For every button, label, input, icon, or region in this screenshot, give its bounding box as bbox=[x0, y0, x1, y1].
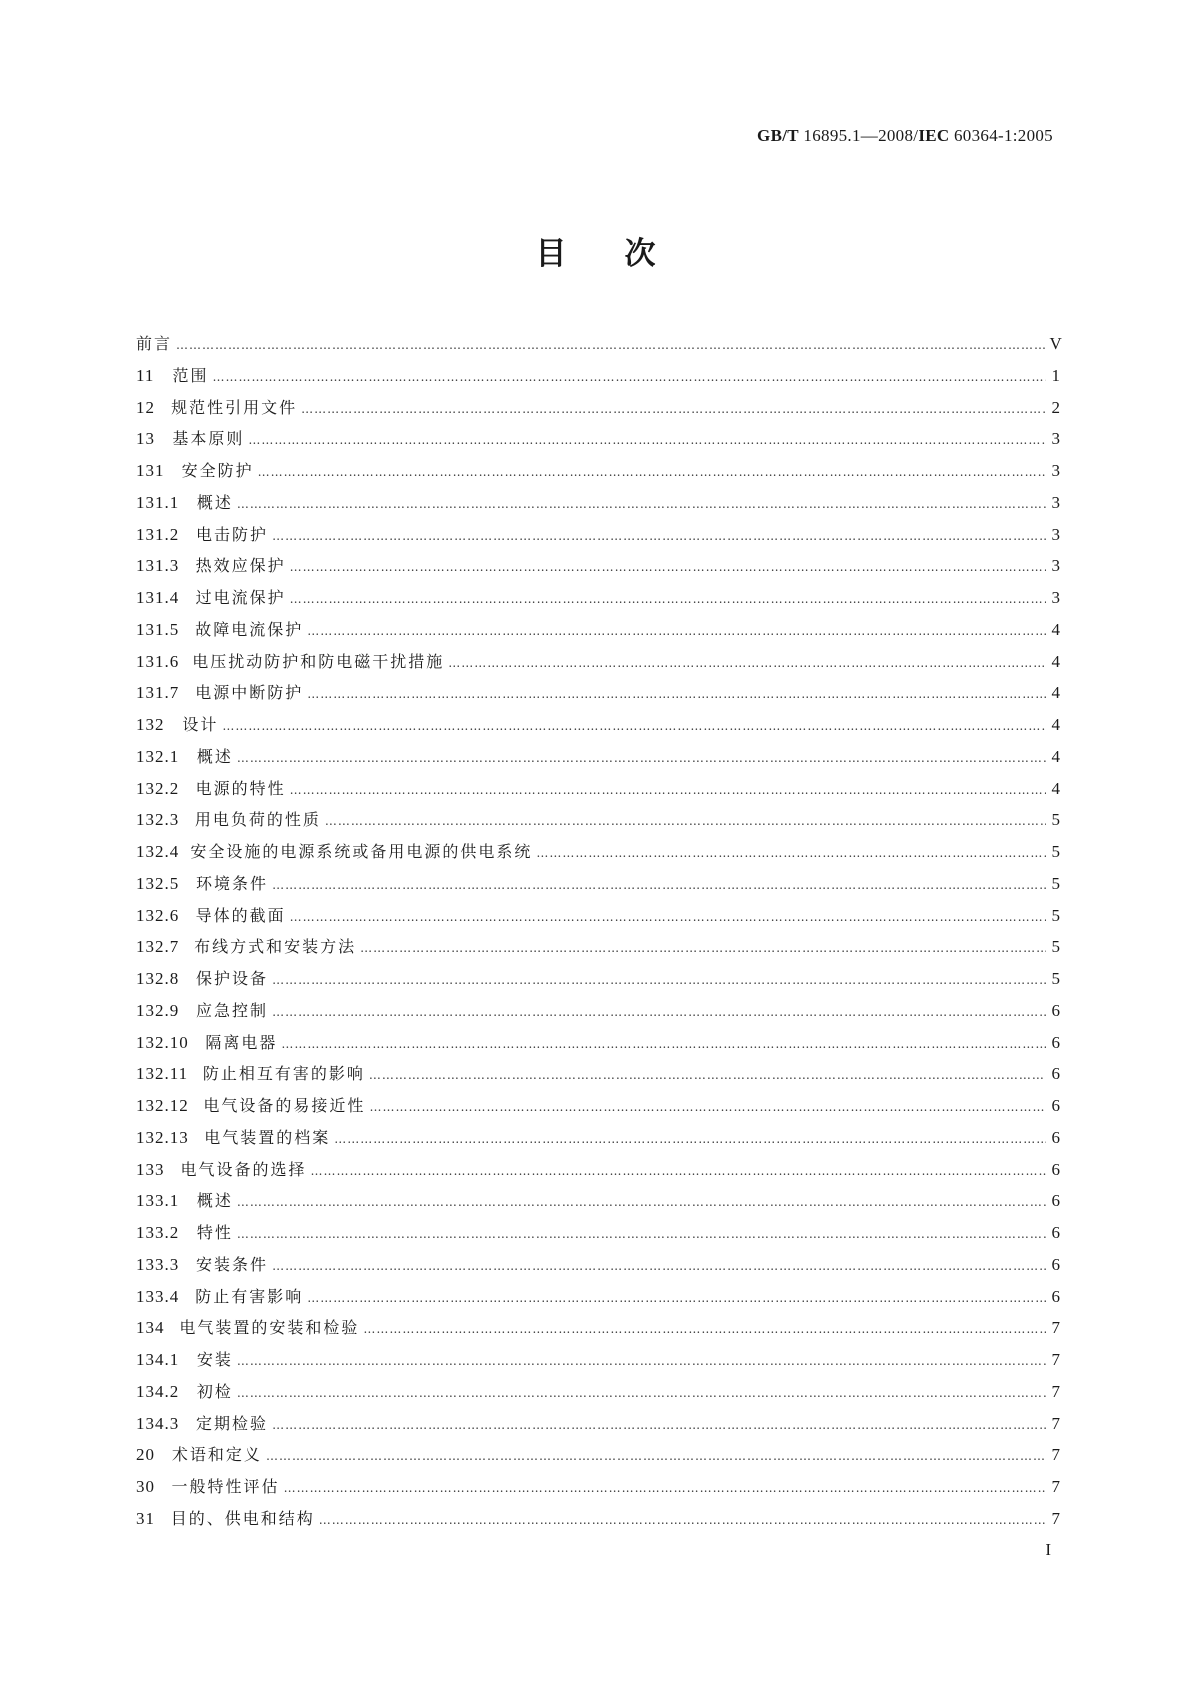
toc-entry-number: 134.3 bbox=[136, 1413, 180, 1433]
table-of-contents bbox=[136, 328, 1060, 1535]
toc-dot-leader bbox=[310, 1155, 1046, 1188]
standard-number: 16895.1—2008/ bbox=[798, 126, 919, 145]
toc-entry-title: 概述 bbox=[196, 1191, 233, 1211]
toc-entry[interactable] bbox=[136, 741, 1060, 773]
page-folio: I bbox=[1045, 1540, 1051, 1559]
toc-dot-leader bbox=[284, 1472, 1046, 1505]
toc-entry-number: 132.13 bbox=[136, 1127, 189, 1147]
toc-entry[interactable] bbox=[136, 995, 1060, 1027]
toc-entry[interactable] bbox=[136, 1058, 1060, 1090]
toc-entry[interactable] bbox=[136, 868, 1060, 900]
toc-entry-number: 131.6 bbox=[136, 651, 180, 671]
toc-entry[interactable] bbox=[136, 836, 1060, 868]
toc-dot-leader bbox=[248, 424, 1046, 457]
toc-entry-page: 7 bbox=[1051, 1508, 1060, 1528]
toc-entry-number: 134.1 bbox=[136, 1350, 180, 1369]
toc-entry-number: 132.12 bbox=[136, 1096, 189, 1115]
toc-entry-title: 范围 bbox=[172, 365, 209, 385]
toc-entry-title: 电气设备的选择 bbox=[180, 1159, 307, 1179]
toc-entry[interactable] bbox=[136, 1154, 1060, 1186]
toc-entry-page: 6 bbox=[1051, 1286, 1060, 1306]
toc-entry-title: 导体的截面 bbox=[195, 905, 286, 925]
toc-entry-page: 3 bbox=[1051, 461, 1060, 480]
toc-entry-number: 132.2 bbox=[136, 778, 180, 798]
toc-entry-title: 隔离电器 bbox=[205, 1032, 278, 1052]
toc-dot-leader bbox=[307, 678, 1046, 711]
toc-entry-number: 132.5 bbox=[136, 873, 180, 893]
toc-dot-leader bbox=[290, 774, 1046, 807]
toc-entry-title: 一般特性评估 bbox=[171, 1477, 280, 1496]
toc-dot-leader bbox=[237, 742, 1046, 775]
toc-entry-title: 电气设备的易接近性 bbox=[203, 1096, 366, 1115]
toc-entry[interactable] bbox=[136, 709, 1060, 741]
toc-entry-title: 用电负荷的性质 bbox=[194, 810, 321, 830]
toc-entry-number: 132.4 bbox=[136, 842, 180, 861]
toc-entry-title: 安装条件 bbox=[196, 1254, 269, 1274]
toc-entry-title: 初检 bbox=[196, 1381, 233, 1401]
toc-entry-title: 电击防护 bbox=[196, 524, 269, 544]
page-title: 目次 bbox=[535, 236, 714, 272]
toc-dot-leader bbox=[363, 1313, 1046, 1346]
toc-entry[interactable] bbox=[136, 1471, 1060, 1503]
toc-entry-number: 20 bbox=[136, 1445, 155, 1465]
toc-entry-title: 安装 bbox=[196, 1350, 233, 1369]
toc-entry-title: 安全防护 bbox=[181, 461, 254, 480]
toc-dot-leader bbox=[237, 1377, 1046, 1410]
toc-entry-page: 7 bbox=[1051, 1350, 1060, 1369]
toc-entry-title: 防止有害影响 bbox=[195, 1286, 304, 1306]
toc-entry-page: 4 bbox=[1051, 619, 1060, 639]
toc-dot-leader bbox=[307, 1282, 1046, 1315]
toc-entry-page: 3 bbox=[1051, 588, 1060, 607]
toc-entry-number: 133.4 bbox=[136, 1286, 180, 1306]
toc-entry-number: 133.2 bbox=[136, 1223, 180, 1242]
toc-entry-number: 132 bbox=[136, 715, 165, 734]
iec-number: 60364-1:2005 bbox=[949, 126, 1053, 145]
toc-entry-title: 应急控制 bbox=[196, 1000, 269, 1020]
toc-entry-title: 目的、供电和结构 bbox=[170, 1508, 315, 1528]
toc-entry-number: 132.8 bbox=[136, 969, 180, 988]
toc-entry-number: 131.2 bbox=[136, 524, 180, 544]
toc-entry-page: 4 bbox=[1051, 683, 1060, 703]
toc-entry-title: 设计 bbox=[182, 715, 219, 734]
toc-entry-page: 4 bbox=[1051, 778, 1060, 798]
toc-entry-title: 安全设施的电源系统或备用电源的供电系统 bbox=[190, 842, 533, 861]
toc-entry[interactable] bbox=[136, 614, 1060, 646]
toc-entry-title: 规范性引用文件 bbox=[171, 397, 298, 417]
toc-dot-leader bbox=[272, 996, 1046, 1029]
toc-entry-number: 131.7 bbox=[136, 683, 180, 703]
toc-entry[interactable] bbox=[136, 1408, 1060, 1440]
toc-dot-leader bbox=[290, 551, 1046, 584]
toc-entry-number: 12 bbox=[136, 397, 155, 417]
toc-entry-page: 3 bbox=[1051, 492, 1060, 512]
toc-entry-number: 132.1 bbox=[136, 746, 180, 766]
toc-entry-number: 131.5 bbox=[136, 619, 180, 639]
toc-entry-page: 7 bbox=[1051, 1477, 1060, 1496]
toc-entry-page: 5 bbox=[1051, 873, 1060, 893]
toc-entry-title: 保护设备 bbox=[196, 969, 269, 988]
toc-entry[interactable] bbox=[136, 455, 1060, 487]
toc-entry-page: 5 bbox=[1051, 969, 1060, 988]
toc-entry-title: 前言 bbox=[136, 334, 173, 353]
toc-entry-title: 基本原则 bbox=[172, 429, 245, 449]
toc-dot-leader bbox=[222, 710, 1046, 743]
toc-entry-number: 133.1 bbox=[136, 1191, 180, 1211]
standard-prefix: GB/T bbox=[757, 126, 799, 145]
toc-dot-leader bbox=[281, 1028, 1046, 1061]
toc-entry-page: 6 bbox=[1051, 1127, 1060, 1147]
toc-entry-title: 概述 bbox=[196, 492, 233, 512]
toc-entry-number: 132.10 bbox=[136, 1032, 189, 1052]
toc-entry-number: 133.3 bbox=[136, 1254, 180, 1274]
toc-dot-leader bbox=[290, 583, 1046, 616]
toc-entry-page: V bbox=[1049, 334, 1062, 353]
toc-entry[interactable] bbox=[136, 1122, 1060, 1154]
toc-dot-leader bbox=[258, 456, 1046, 489]
toc-entry[interactable] bbox=[136, 804, 1060, 836]
toc-entry[interactable] bbox=[136, 1312, 1060, 1344]
toc-entry-title: 过电流保护 bbox=[195, 588, 286, 607]
toc-entry[interactable] bbox=[136, 900, 1060, 932]
toc-entry-page: 6 bbox=[1051, 1191, 1060, 1211]
toc-dot-leader bbox=[272, 1250, 1046, 1283]
toc-dot-leader bbox=[334, 1123, 1046, 1156]
toc-entry-title: 热效应保护 bbox=[195, 556, 286, 576]
toc-entry-title: 防止相互有害的影响 bbox=[202, 1064, 365, 1084]
toc-entry-title: 概述 bbox=[196, 746, 233, 766]
toc-entry-page: 4 bbox=[1051, 651, 1060, 671]
toc-dot-leader bbox=[212, 361, 1046, 394]
toc-entry-title: 电源的特性 bbox=[195, 778, 286, 798]
toc-entry-page: 5 bbox=[1051, 842, 1060, 861]
toc-entry-number: 131.3 bbox=[136, 556, 180, 576]
toc-entry[interactable] bbox=[136, 1344, 1060, 1376]
toc-entry-title: 定期检验 bbox=[196, 1413, 269, 1433]
toc-entry[interactable] bbox=[136, 1376, 1060, 1408]
toc-entry-number: 133 bbox=[136, 1159, 165, 1179]
toc-entry[interactable] bbox=[136, 931, 1060, 963]
toc-entry-title: 环境条件 bbox=[196, 873, 269, 893]
toc-entry-title: 电压扰动防护和防电磁干扰措施 bbox=[192, 651, 445, 671]
toc-entry-number: 132.6 bbox=[136, 905, 180, 925]
toc-entry-page: 3 bbox=[1051, 524, 1060, 544]
toc-entry-number: 131.1 bbox=[136, 492, 180, 512]
toc-entry-page: 6 bbox=[1051, 1159, 1060, 1179]
toc-dot-leader bbox=[369, 1091, 1046, 1124]
toc-dot-leader bbox=[272, 964, 1046, 997]
toc-entry-page: 2 bbox=[1051, 397, 1060, 417]
toc-entry-page: 6 bbox=[1051, 1254, 1060, 1274]
toc-entry[interactable] bbox=[136, 360, 1060, 392]
toc-entry[interactable] bbox=[136, 328, 1060, 360]
toc-dot-leader bbox=[237, 1345, 1046, 1378]
toc-dot-leader bbox=[290, 901, 1046, 934]
toc-entry-page: 4 bbox=[1051, 715, 1060, 734]
toc-dot-leader bbox=[325, 805, 1046, 838]
toc-entry-page: 1 bbox=[1051, 365, 1060, 385]
toc-entry-number: 132.9 bbox=[136, 1000, 180, 1020]
toc-entry-number: 134 bbox=[136, 1318, 165, 1338]
toc-entry[interactable] bbox=[136, 550, 1060, 582]
standard-code-header bbox=[757, 126, 1053, 146]
toc-entry-title: 电气装置的安装和检验 bbox=[179, 1318, 360, 1338]
toc-dot-leader bbox=[266, 1440, 1046, 1473]
toc-entry-number: 30 bbox=[136, 1477, 155, 1496]
toc-entry-number: 131.4 bbox=[136, 588, 180, 607]
toc-entry[interactable] bbox=[136, 1249, 1060, 1281]
toc-dot-leader bbox=[360, 932, 1046, 965]
toc-entry[interactable] bbox=[136, 487, 1060, 519]
toc-entry-title: 特性 bbox=[196, 1223, 233, 1242]
toc-entry-page: 7 bbox=[1051, 1381, 1060, 1401]
toc-entry[interactable] bbox=[136, 1185, 1060, 1217]
toc-entry[interactable] bbox=[136, 423, 1060, 455]
toc-dot-leader bbox=[319, 1504, 1046, 1537]
toc-entry-number: 134.2 bbox=[136, 1381, 180, 1401]
toc-entry-page: 7 bbox=[1051, 1318, 1060, 1338]
toc-entry[interactable] bbox=[136, 1281, 1060, 1313]
toc-entry-title: 布线方式和安装方法 bbox=[194, 937, 357, 957]
toc-entry-page: 6 bbox=[1051, 1096, 1060, 1115]
toc-entry-title: 电气装置的档案 bbox=[204, 1127, 331, 1147]
toc-dot-leader bbox=[301, 393, 1046, 426]
toc-entry-page: 7 bbox=[1051, 1413, 1060, 1433]
toc-entry-number: 132.3 bbox=[136, 810, 180, 830]
toc-entry[interactable] bbox=[136, 582, 1060, 614]
toc-entry[interactable] bbox=[136, 392, 1060, 424]
toc-entry-page: 4 bbox=[1051, 746, 1060, 766]
toc-dot-leader bbox=[237, 488, 1046, 521]
toc-entry-number: 132.11 bbox=[136, 1064, 189, 1084]
toc-entry-page: 5 bbox=[1051, 810, 1060, 830]
toc-entry-title: 术语和定义 bbox=[171, 1445, 262, 1465]
toc-entry[interactable] bbox=[136, 1439, 1060, 1471]
toc-entry[interactable] bbox=[136, 1027, 1060, 1059]
toc-dot-leader bbox=[176, 329, 1045, 362]
toc-entry[interactable] bbox=[136, 1090, 1060, 1122]
toc-entry-title: 故障电流保护 bbox=[195, 619, 304, 639]
toc-dot-leader bbox=[369, 1059, 1046, 1092]
toc-entry[interactable] bbox=[136, 519, 1060, 551]
toc-entry[interactable] bbox=[136, 1217, 1060, 1249]
toc-dot-leader bbox=[237, 1186, 1046, 1219]
toc-entry-page: 6 bbox=[1051, 1032, 1060, 1052]
toc-dot-leader bbox=[307, 615, 1046, 648]
toc-entry-number: 13 bbox=[136, 429, 155, 449]
toc-entry-page: 6 bbox=[1051, 1064, 1060, 1084]
toc-entry[interactable] bbox=[136, 773, 1060, 805]
toc-entry[interactable] bbox=[136, 646, 1060, 678]
toc-entry-title: 电源中断防护 bbox=[195, 683, 304, 703]
toc-entry[interactable] bbox=[136, 1503, 1060, 1535]
toc-entry-page: 6 bbox=[1051, 1000, 1060, 1020]
toc-entry-page: 6 bbox=[1051, 1223, 1060, 1242]
toc-entry[interactable] bbox=[136, 677, 1060, 709]
toc-dot-leader bbox=[272, 1409, 1046, 1442]
toc-entry-number: 11 bbox=[136, 365, 155, 385]
toc-entry-page: 3 bbox=[1051, 429, 1060, 449]
toc-entry-number: 132.7 bbox=[136, 937, 180, 957]
toc-entry-page: 7 bbox=[1051, 1445, 1060, 1465]
iec-prefix: IEC bbox=[918, 126, 950, 145]
toc-dot-leader bbox=[272, 520, 1046, 553]
toc-entry-number: 131 bbox=[136, 461, 165, 480]
toc-dot-leader bbox=[237, 1218, 1046, 1251]
toc-entry[interactable] bbox=[136, 963, 1060, 995]
toc-dot-leader bbox=[536, 837, 1046, 870]
toc-entry-page: 3 bbox=[1051, 556, 1060, 576]
toc-entry-page: 5 bbox=[1051, 937, 1060, 957]
toc-entry-page: 5 bbox=[1051, 905, 1060, 925]
toc-dot-leader bbox=[272, 869, 1046, 902]
toc-dot-leader bbox=[448, 647, 1046, 680]
toc-entry-number: 31 bbox=[136, 1508, 155, 1528]
